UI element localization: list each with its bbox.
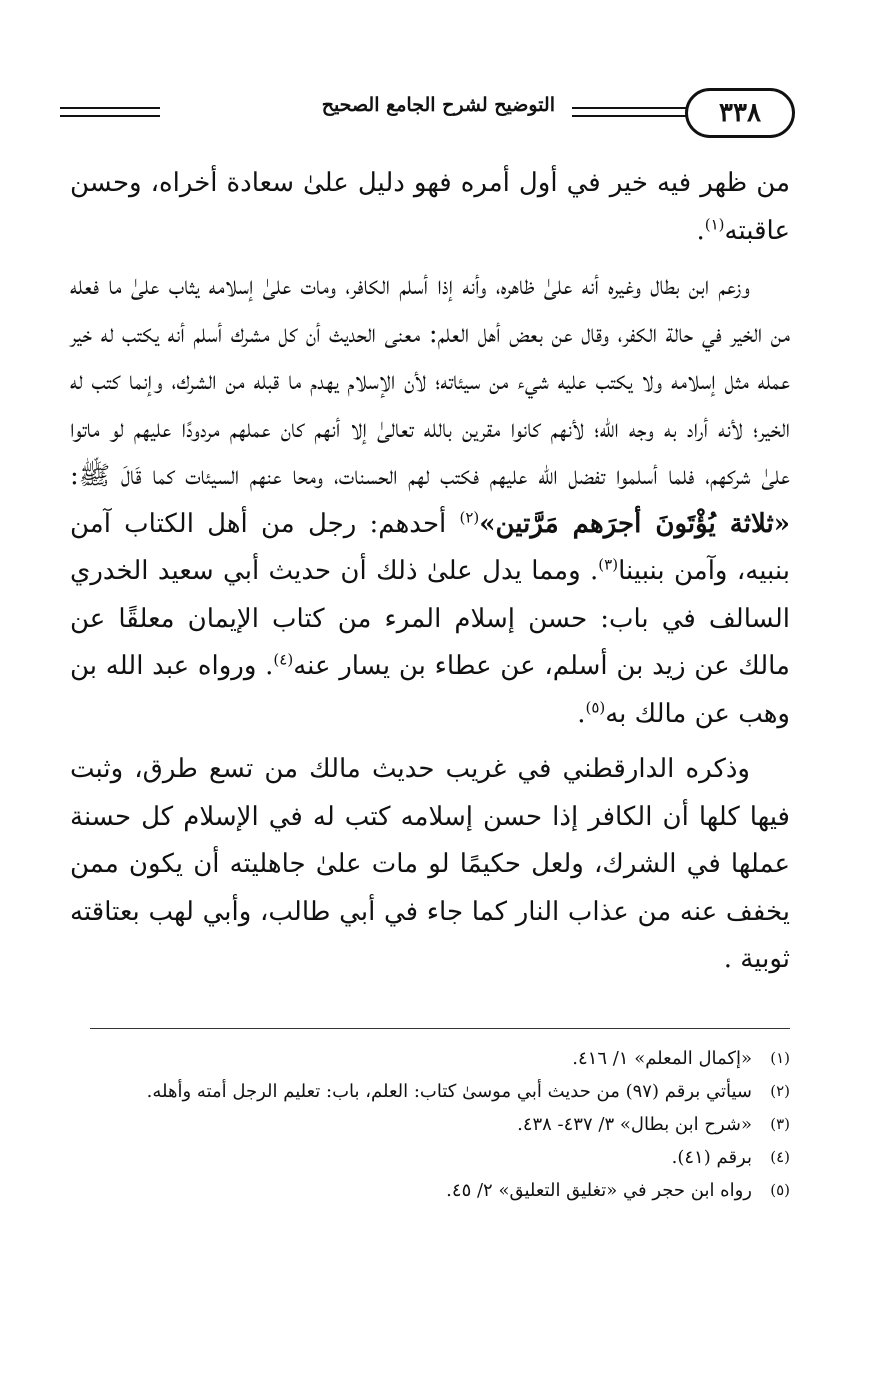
footnote (70, 1042, 790, 1075)
hadith-quote: «ثلاثة يُؤْتَونَ أجرَهم مَرَّتين» (479, 508, 790, 539)
running-title: التوضيح لشرح الجامع الصحيح (321, 94, 555, 116)
header-rule (572, 115, 687, 117)
text: وزعم ابن بطال وغيره أنه علىٰ ظاهره، وأنه إذا أسلم الكافر، ومات علىٰ إسلامه يثاب علىٰ ما فعله من الخير في حالة الكفر، وقال عن بعض أهل العلم: معنى الحديث أن كل مشرك أسلم أنه يكتب له خير عمله مثل إسلامه ولا يكتب عليه شيء من سيئاته؛ لأن الإسلام يهدم ما قبله من الشرك، وإنما كتب له الخير؛ لأنه أراد به وجه الله؛ لأنهم كانوا مقرين بالله تعالىٰ إلا أنهم كان عملهم مردودًا عليهم لو ماتوا علىٰ شركهم، فلما أسلموا تفضل الله عليهم فكتب لهم الحسنات، ومحا عنهم السيئات كما قَالَ ﷺ: (70, 271, 790, 491)
main-text (70, 160, 790, 992)
footnote-number: (٤) (770, 1148, 790, 1166)
header-rule (60, 107, 160, 109)
footnote-ref: (٣) (598, 555, 619, 574)
text: . ورواه عبد الله بن وهب عن مالك به (70, 651, 790, 729)
footnote (70, 1075, 790, 1108)
header-rule (60, 115, 160, 117)
footnote-number: (٢) (770, 1082, 790, 1100)
paragraph (70, 263, 790, 738)
footnote-text: برقم (٤١). (671, 1147, 752, 1168)
footnote-text: سيأتي برقم (٩٧) من حديث أبي موسىٰ كتاب: العلم، باب: تعليم الرجل أمته وأهله. (146, 1081, 752, 1102)
footnote-divider (90, 1028, 790, 1029)
footnote (70, 1174, 790, 1207)
footnote-ref: (٤) (273, 650, 294, 669)
text: أحدهم: رجل من أهل الكتاب آمن بنبيه، وآمن بنبينا (70, 508, 790, 586)
page-number: ٣٣٨ (685, 88, 795, 138)
paragraph: وذكره الدارقطني في غريب حديث مالك من تسع طرق، وثبت فيها كلها أن الكافر إذا حسن إسلامه كتب له في الإسلام كل حسنة عملها في الشرك، ولعل حكيمًا لو مات علىٰ جاهليته أن يكون ممن يخفف عنه من عذاب النار كما جاء في أبي طالب، وأبي لهب بعتاقته ثوبية . (70, 754, 790, 974)
footnote-number: (١) (770, 1049, 790, 1067)
text: . (696, 215, 705, 246)
footnote-ref: (٢) (459, 507, 480, 526)
footnote-ref: (٥) (585, 697, 606, 716)
footnote-text: رواه ابن حجر في «تغليق التعليق» ٢/ ٤٥. (446, 1180, 752, 1201)
footnote (70, 1141, 790, 1174)
page-header (60, 88, 795, 148)
footnote-number: (٣) (770, 1115, 790, 1133)
footnote-number: (٥) (770, 1181, 790, 1199)
text: . ومما يدل علىٰ ذلك أن حديث أبي سعيد الخدري السالف في باب: حسن إسلام المرء من كتاب الإيمان معلقًا عن مالك عن زيد بن أسلم، عن عطاء بن يسار عنه (70, 556, 790, 681)
text: . (577, 698, 586, 729)
footnote-text: «إكمال المعلم» ١/ ٤١٦. (572, 1048, 752, 1069)
footnotes (70, 1042, 790, 1207)
header-rule (572, 107, 687, 109)
paragraph (70, 160, 790, 255)
footnote-text: «شرح ابن بطال» ٣/ ٤٣٧- ٤٣٨. (517, 1114, 752, 1135)
text: من ظهر فيه خير في أول أمره فهو دليل علىٰ سعادة أخراه، وحسن عاقبته (70, 168, 790, 246)
footnote (70, 1108, 790, 1141)
footnote-ref: (١) (704, 214, 725, 233)
